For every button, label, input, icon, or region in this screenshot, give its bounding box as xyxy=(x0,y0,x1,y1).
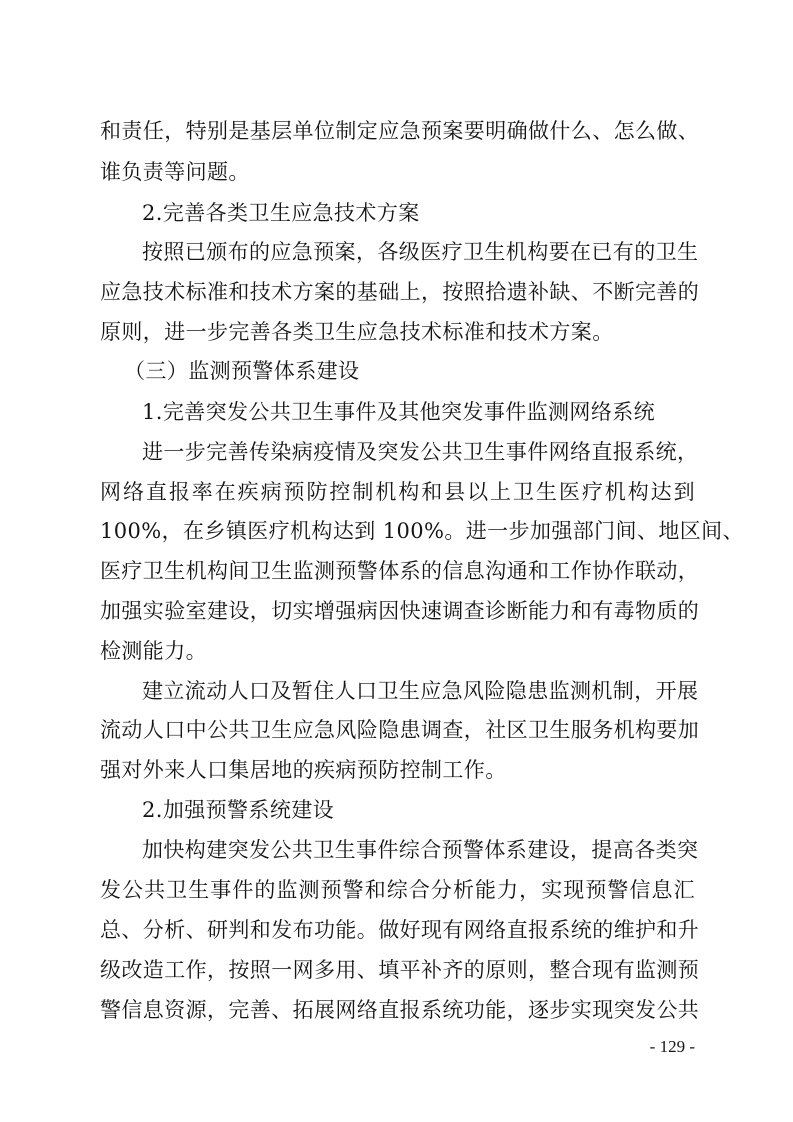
paragraph-line: 进一步完善传染病疫情及突发公共卫生事件网络直报系统， xyxy=(142,440,699,464)
page-number: - 129 - xyxy=(649,1037,695,1056)
paragraph-line: 谁负责等问题。 xyxy=(100,160,250,184)
paragraph-line: 警信息资源，完善、拓展网络直报系统功能，逐步实现突发公共 xyxy=(100,998,700,1022)
section-heading: 2.完善各类卫生应急技术方案 xyxy=(142,201,420,225)
paragraph-line: 和责任，特别是基层单位制定应急预案要明确做什么、怎么做、 xyxy=(100,119,700,143)
paragraph-line: 级改造工作，按照一网多用、填平补齐的原则，整合现有监测预 xyxy=(100,958,700,982)
paragraph-line: 总、分析、研判和发布功能。做好现有网络直报系统的维护和升 xyxy=(100,918,700,942)
section-heading: 1.完善突发公共卫生事件及其他突发事件监测网络系统 xyxy=(142,400,656,424)
paragraph-line: 原则，进一步完善各类卫生应急技术标准和技术方案。 xyxy=(100,320,614,344)
paragraph-line: 应急技术标准和技术方案的基础上，按照拾遗补缺、不断完善的 xyxy=(100,280,700,304)
paragraph-line: 发公共卫生事件的监测预警和综合分析能力，实现预警信息汇 xyxy=(100,878,695,902)
section-heading: 2.加强预警系统建设 xyxy=(142,798,335,822)
paragraph-line: 强对外来人口集居地的疾病预防控制工作。 xyxy=(100,758,507,782)
paragraph-line: 医疗卫生机构间卫生监测预警体系的信息沟通和工作协作联动， xyxy=(100,559,700,583)
paragraph-line: 按照已颁布的应急预案，各级医疗卫生机构要在已有的卫生 xyxy=(142,240,699,264)
paragraph-line: 加快构建突发公共卫生事件综合预警体系建设，提高各类突 xyxy=(142,838,699,862)
section-heading: （三）监测预警体系建设 xyxy=(124,359,360,383)
paragraph-line: 建立流动人口及暂住人口卫生应急风险隐患监测机制，开展 xyxy=(142,679,699,703)
paragraph-line: 网络直报率在疾病预防控制机构和县以上卫生医疗机构达到 xyxy=(100,480,695,504)
paragraph-line: 100%，在乡镇医疗机构达到 100%。进一步加强部门间、地区间、 xyxy=(100,519,744,543)
paragraph-line: 检测能力。 xyxy=(100,639,207,663)
paragraph-line: 流动人口中公共卫生应急风险隐患调查，社区卫生服务机构要加 xyxy=(100,718,700,742)
paragraph-line: 加强实验室建设，切实增强病因快速调查诊断能力和有毒物质的 xyxy=(100,599,700,623)
